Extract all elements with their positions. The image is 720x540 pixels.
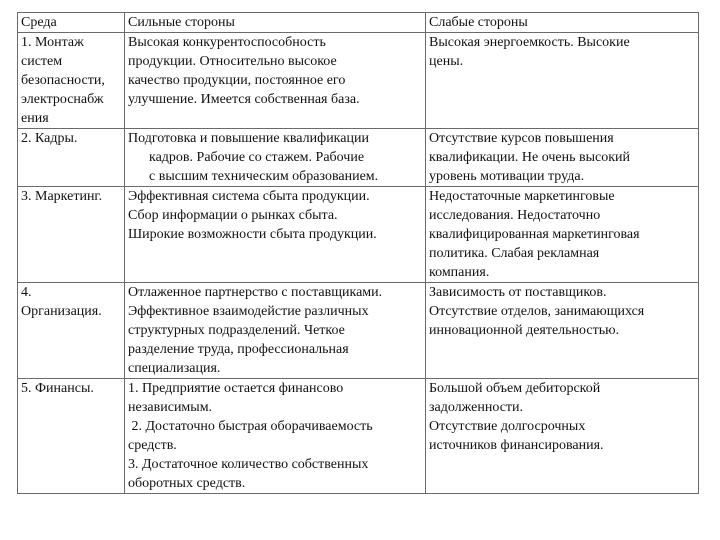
header-weaknesses: Слабые стороны bbox=[426, 13, 699, 33]
weaknesses-cell: Зависимость от поставщиков. Отсутствие отделов, занимающихся инновационной деятельностью. bbox=[426, 283, 699, 379]
sphere-cell: 1. Монтаж систем безопасности, электроснабж ения bbox=[18, 33, 125, 129]
table-row bbox=[18, 187, 699, 283]
weaknesses-cell: Большой объем дебиторской задолженности. Отсутствие долгосрочных источников финансирования. bbox=[426, 379, 699, 494]
header-sphere: Среда bbox=[18, 13, 125, 33]
table-row bbox=[18, 33, 699, 129]
sphere-cell: 5. Финансы. bbox=[18, 379, 125, 494]
weaknesses-cell: Недостаточные маркетинговые исследования. Недостаточно квалифицированная маркетинговая политика. Слабая рекламная компания. bbox=[426, 187, 699, 283]
table-row bbox=[18, 379, 699, 494]
strengths-cell: Подготовка и повышение квалификации кадров. Рабочие со стажем. Рабочие с высшим техническим образованием. bbox=[125, 129, 426, 187]
swot-table bbox=[17, 12, 699, 494]
strengths-cell: 1. Предприятие остается финансово независимым. 2. Достаточно быстрая оборачиваемость средств. 3. Достаточное количество собственных оборотных средств. bbox=[125, 379, 426, 494]
strengths-cell: Эффективная система сбыта продукции. Сбор информации о рынках сбыта. Широкие возможности сбыта продукции. bbox=[125, 187, 426, 283]
strengths-cell: Высокая конкурентоспособность продукции. Относительно высокое качество продукции, постоянное его улучшение. Имеется собственная база. bbox=[125, 33, 426, 129]
table-row bbox=[18, 129, 699, 187]
weaknesses-cell: Отсутствие курсов повышения квалификации. Не очень высокий уровень мотивации труда. bbox=[426, 129, 699, 187]
table-header-row bbox=[18, 13, 699, 33]
sphere-cell: 3. Маркетинг. bbox=[18, 187, 125, 283]
sphere-cell: 2. Кадры. bbox=[18, 129, 125, 187]
strengths-cell: Отлаженное партнерство с поставщиками. Эффективное взаимодейстие различных структурных подразделений. Четкое разделение труда, профессиональная специализация. bbox=[125, 283, 426, 379]
header-strengths: Сильные стороны bbox=[125, 13, 426, 33]
weaknesses-cell: Высокая энергоемкость. Высокие цены. bbox=[426, 33, 699, 129]
sphere-cell: 4. Организация. bbox=[18, 283, 125, 379]
table-row bbox=[18, 283, 699, 379]
